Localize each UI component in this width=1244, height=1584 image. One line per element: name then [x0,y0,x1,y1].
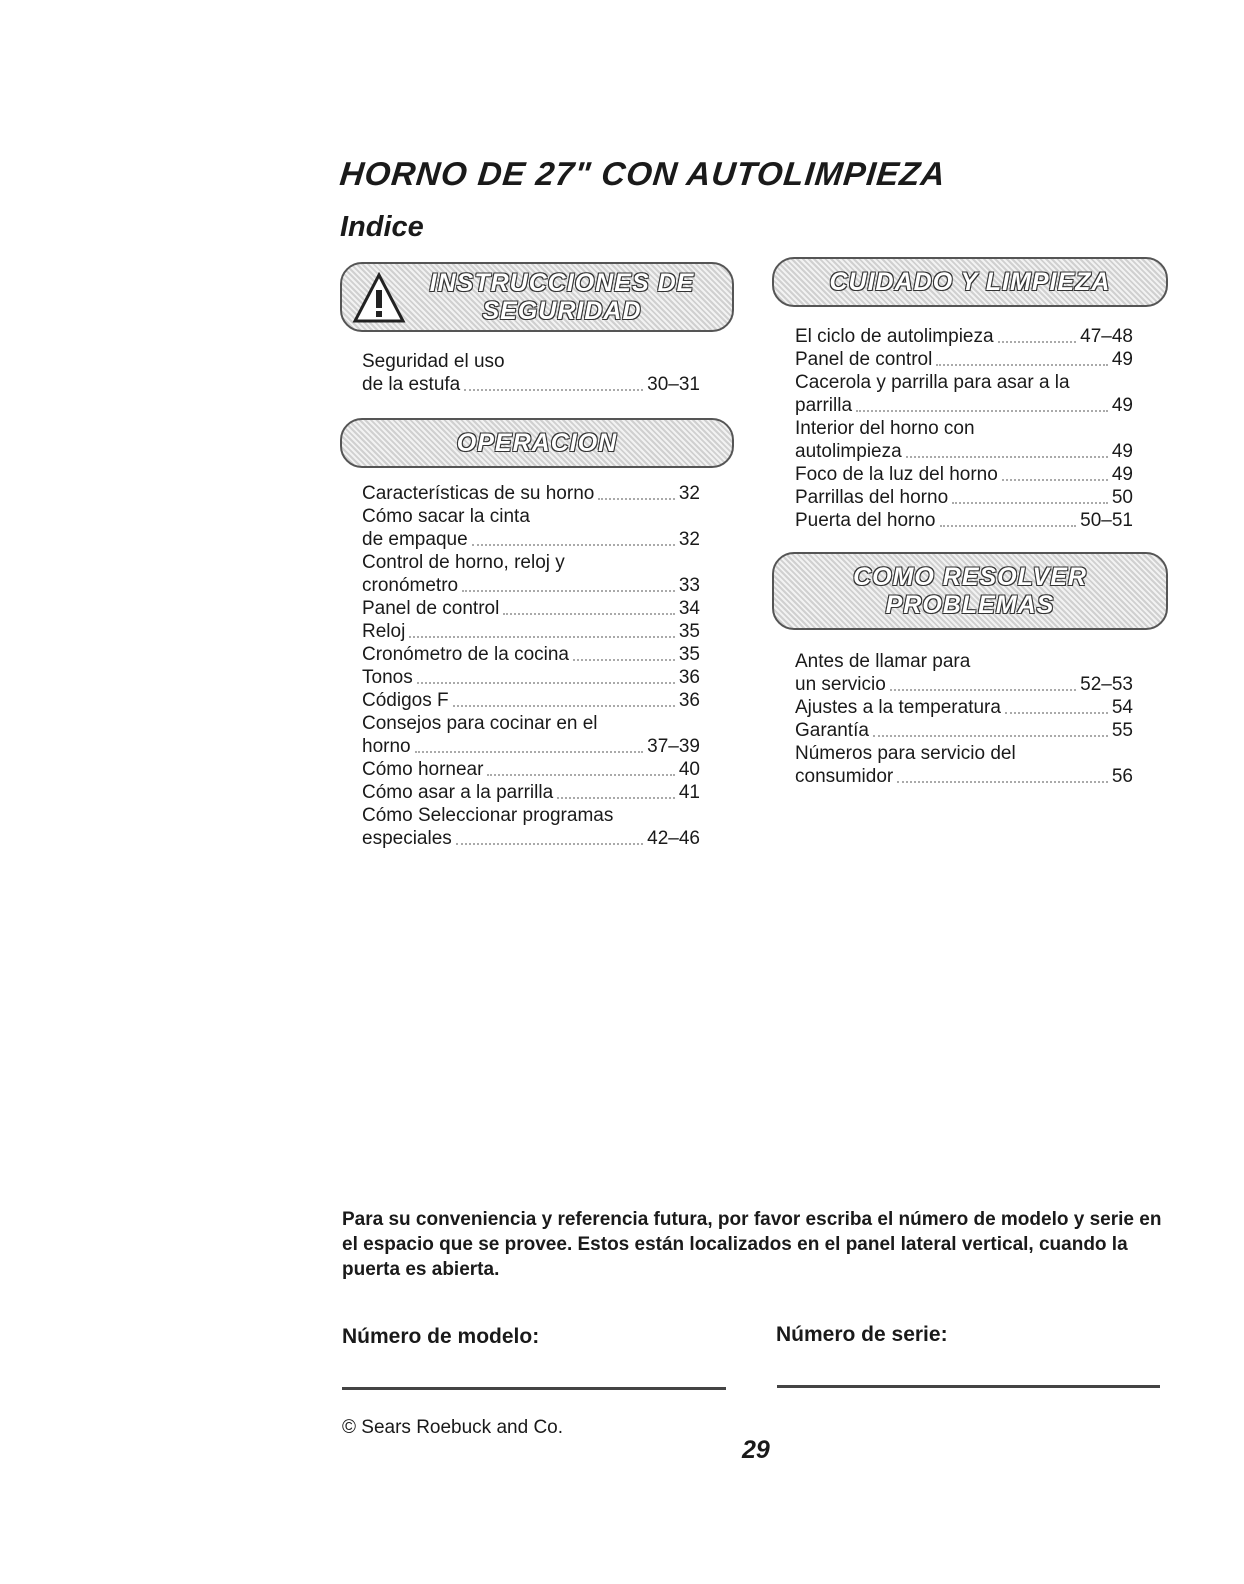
banner-heading: OPERACION [456,429,618,457]
toc-entry-page: 42–46 [647,828,700,849]
toc-entry-page: 50 [1111,487,1133,508]
banner-operacion [340,418,734,468]
toc-entry-text-line1: Seguridad el uso [362,351,505,372]
banner-resolver-problemas [772,552,1168,630]
toc-entry-page: 41 [678,782,700,803]
toc-entry-page: 54 [1111,697,1133,718]
toc-entry-page: 36 [678,690,700,711]
toc-entry-text: Panel de control [362,598,500,619]
toc-entry [362,643,700,666]
toc-entry-page: 35 [678,644,700,665]
toc-entry-page: 30–31 [647,374,700,395]
dot-leader [456,843,643,845]
dot-leader [453,705,675,707]
toc-entry-text: parrilla [795,395,853,416]
toc-entry-text: Cómo asar a la parrilla [362,782,554,803]
toc-entry-page: 33 [678,575,700,596]
toc-entry [362,758,700,781]
banner-heading: COMO RESOLVER PROBLEMAS [853,563,1087,619]
warning-triangle-icon [352,272,406,324]
toc-entry-page: 49 [1111,441,1133,462]
toc-entry [795,486,1133,509]
toc-entry [795,348,1133,371]
toc-entry-text: El ciclo de autolimpieza [795,326,994,347]
dot-leader [573,659,675,661]
serial-number-line [777,1385,1160,1388]
toc-entry-page: 37–39 [647,736,700,757]
serial-number-label: Número de serie: [776,1323,948,1346]
toc-entry [362,689,700,712]
page-title: HORNO DE 27" CON AUTOLIMPIEZA [338,155,948,192]
toc-problemas [795,650,1133,788]
toc-entry [795,325,1133,348]
toc-entry-text: Parrillas del horno [795,487,949,508]
dot-leader [415,751,644,753]
toc-entry-text: Ajustes a la temperatura [795,697,1001,718]
toc-entry [795,696,1133,719]
dot-leader [409,636,675,638]
toc-entry-text: Panel de control [795,349,933,370]
toc-entry [362,505,700,551]
toc-entry-text: Garantía [795,720,869,741]
toc-entry-page: 52–53 [1080,674,1133,695]
toc-cuidado [795,325,1133,532]
toc-entry-page: 50–51 [1080,510,1133,531]
toc-entry-text-line1: Interior del horno con [795,418,975,439]
toc-entry-text-line1: Antes de llamar para [795,651,971,672]
toc-entry-page: 49 [1111,395,1133,416]
banner-heading: INSTRUCCIONES DE SEGURIDAD [429,269,695,325]
toc-entry-text: consumidor [795,766,894,787]
dot-leader [417,682,675,684]
toc-entry-text: Foco de la luz del horno [795,464,998,485]
toc-entry-text-line1: Consejos para cocinar en el [362,713,598,734]
toc-operacion [362,482,700,850]
toc-entry [795,650,1133,696]
banner-heading: CUIDADO Y LIMPIEZA [829,268,1111,296]
toc-entry-page: 34 [678,598,700,619]
model-number-line [342,1387,726,1390]
toc-entry [362,804,700,850]
toc-entry-text-line1: Cómo sacar la cinta [362,506,530,527]
toc-entry-text-line1: Cómo Seleccionar programas [362,805,614,826]
toc-entry-page: 36 [678,667,700,688]
toc-entry [362,350,700,396]
toc-entry-page: 49 [1111,464,1133,485]
model-serial-notice: Para su conveniencia y referencia futura, por favor escriba el número de modelo y serie en el espacio que se provee. Estos están localizados en el panel lateral vertical, cuando la puerta es abierta. [342,1209,1162,1280]
copyright: © Sears Roebuck and Co. [342,1417,564,1438]
toc-entry-text: Cómo hornear [362,759,484,780]
toc-entry-page: 35 [678,621,700,642]
toc-entry [362,620,700,643]
index-subtitle: Indice [340,211,424,243]
toc-entry [362,781,700,804]
toc-entry-text-line1: Cacerola y parrilla para asar a la [795,372,1070,393]
toc-entry [795,371,1133,417]
dot-leader [936,364,1108,366]
toc-entry [362,597,700,620]
toc-entry-page: 49 [1111,349,1133,370]
toc-entry [362,712,700,758]
toc-entry-page: 47–48 [1080,326,1133,347]
toc-entry [795,719,1133,742]
dot-leader [557,797,675,799]
toc-entry-text: Tonos [362,667,413,688]
toc-entry-text: Códigos F [362,690,449,711]
toc-entry [362,551,700,597]
toc-entry-page: 56 [1111,766,1133,787]
toc-seguridad [362,350,700,396]
dot-leader [897,781,1108,783]
dot-leader [890,689,1076,691]
toc-entry-text: un servicio [795,674,886,695]
toc-entry-text: especiales [362,828,452,849]
banner-cuidado-limpieza [772,257,1168,307]
toc-entry [795,417,1133,463]
dot-leader [873,735,1108,737]
toc-entry [795,509,1133,532]
toc-entry-page: 32 [678,529,700,550]
toc-entry-page: 32 [678,483,700,504]
toc-entry-text: Puerta del horno [795,510,936,531]
dot-leader [940,525,1077,527]
dot-leader [598,498,675,500]
banner-instrucciones-seguridad [340,262,734,332]
toc-entry-text: horno [362,736,411,757]
toc-entry [795,463,1133,486]
toc-entry-text: autolimpieza [795,441,902,462]
page-number: 29 [742,1436,770,1464]
dot-leader [952,502,1108,504]
dot-leader [906,456,1108,458]
toc-entry-text: Características de su horno [362,483,595,504]
toc-entry-page: 40 [678,759,700,780]
toc-entry-text-line1: Control de horno, reloj y [362,552,565,573]
toc-entry-text-line1: Números para servicio del [795,743,1016,764]
dot-leader [464,389,643,391]
dot-leader [1002,479,1108,481]
toc-entry-page: 55 [1111,720,1133,741]
toc-entry [362,482,700,505]
dot-leader [487,774,674,776]
toc-entry-text: Reloj [362,621,406,642]
dot-leader [503,613,675,615]
toc-entry [362,666,700,689]
toc-entry-text: cronómetro [362,575,459,596]
dot-leader [856,410,1108,412]
toc-entry-text: de empaque [362,529,468,550]
dot-leader [462,590,675,592]
toc-entry-text: Cronómetro de la cocina [362,644,569,665]
dot-leader [472,544,675,546]
dot-leader [1005,712,1108,714]
toc-entry-text: de la estufa [362,374,461,395]
toc-entry [795,742,1133,788]
dot-leader [998,341,1077,343]
model-number-label: Número de modelo: [342,1325,540,1348]
